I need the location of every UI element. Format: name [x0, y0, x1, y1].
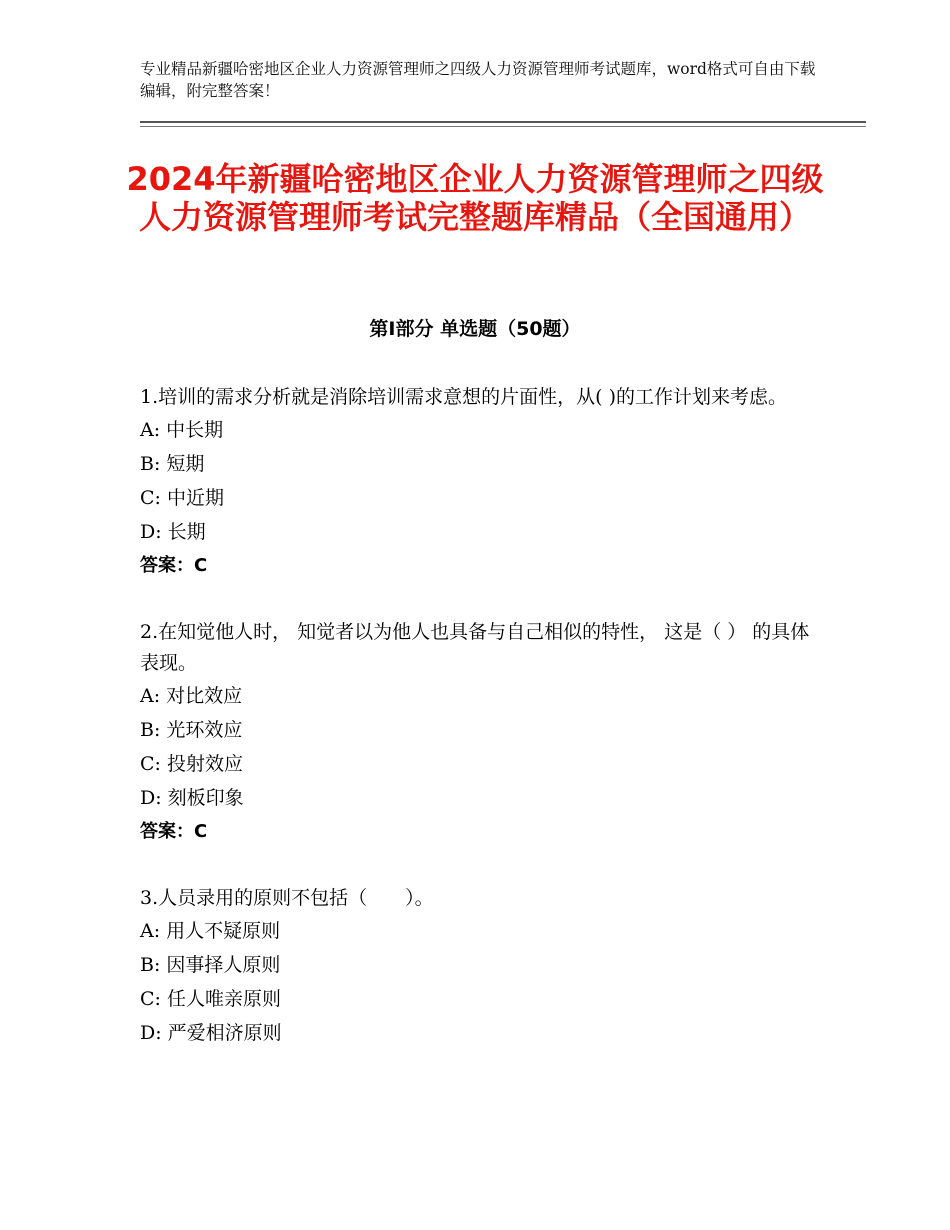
- question-2: [140, 617, 820, 849]
- header-divider-thin: [140, 126, 866, 127]
- option-d: D: 刻板印象: [140, 787, 244, 809]
- option-a: A: 中长期: [140, 419, 224, 441]
- question-stem: 1.培训的需求分析就是消除培训需求意想的片面性，从( )的工作计划来考虑。: [140, 386, 787, 408]
- option-c: C: 投射效应: [140, 753, 243, 775]
- question-spacer: [140, 849, 820, 883]
- question-stem: 3.人员录用的原则不包括（ ）。: [140, 887, 434, 909]
- question-stem: 2.在知觉他人时， 知觉者以为他人也具备与自己相似的特性， 这是（ ） 的具体表现。: [140, 621, 810, 674]
- document-title: 2024年新疆哈密地区企业人力资源管理师之四级人力资源管理师考试完整题库精品（全国通用）: [126, 160, 824, 236]
- question-spacer: [140, 583, 820, 617]
- option-b: B: 短期: [140, 453, 205, 475]
- header-note: 专业精品新疆哈密地区企业人力资源管理师之四级人力资源管理师考试题库，word格式可自由下载编辑，附完整答案！: [140, 60, 816, 100]
- header-divider-thick: [140, 121, 866, 123]
- answer: 答案：C: [140, 555, 208, 576]
- option-b: B: 光环效应: [140, 719, 243, 741]
- question-3: [140, 883, 820, 1050]
- option-c: C: 任人唯亲原则: [140, 988, 281, 1010]
- option-d: D: 长期: [140, 521, 206, 543]
- option-a: A: 用人不疑原则: [140, 920, 281, 942]
- option-a: A: 对比效应: [140, 685, 243, 707]
- question-1: [140, 382, 820, 583]
- option-b: B: 因事择人原则: [140, 954, 281, 976]
- option-c: C: 中近期: [140, 487, 224, 509]
- question-list: [140, 382, 820, 1050]
- answer: 答案：C: [140, 821, 208, 842]
- option-d: D: 严爱相济原则: [140, 1022, 282, 1044]
- section-title: 第Ⅰ部分 单选题（50题）: [369, 318, 581, 340]
